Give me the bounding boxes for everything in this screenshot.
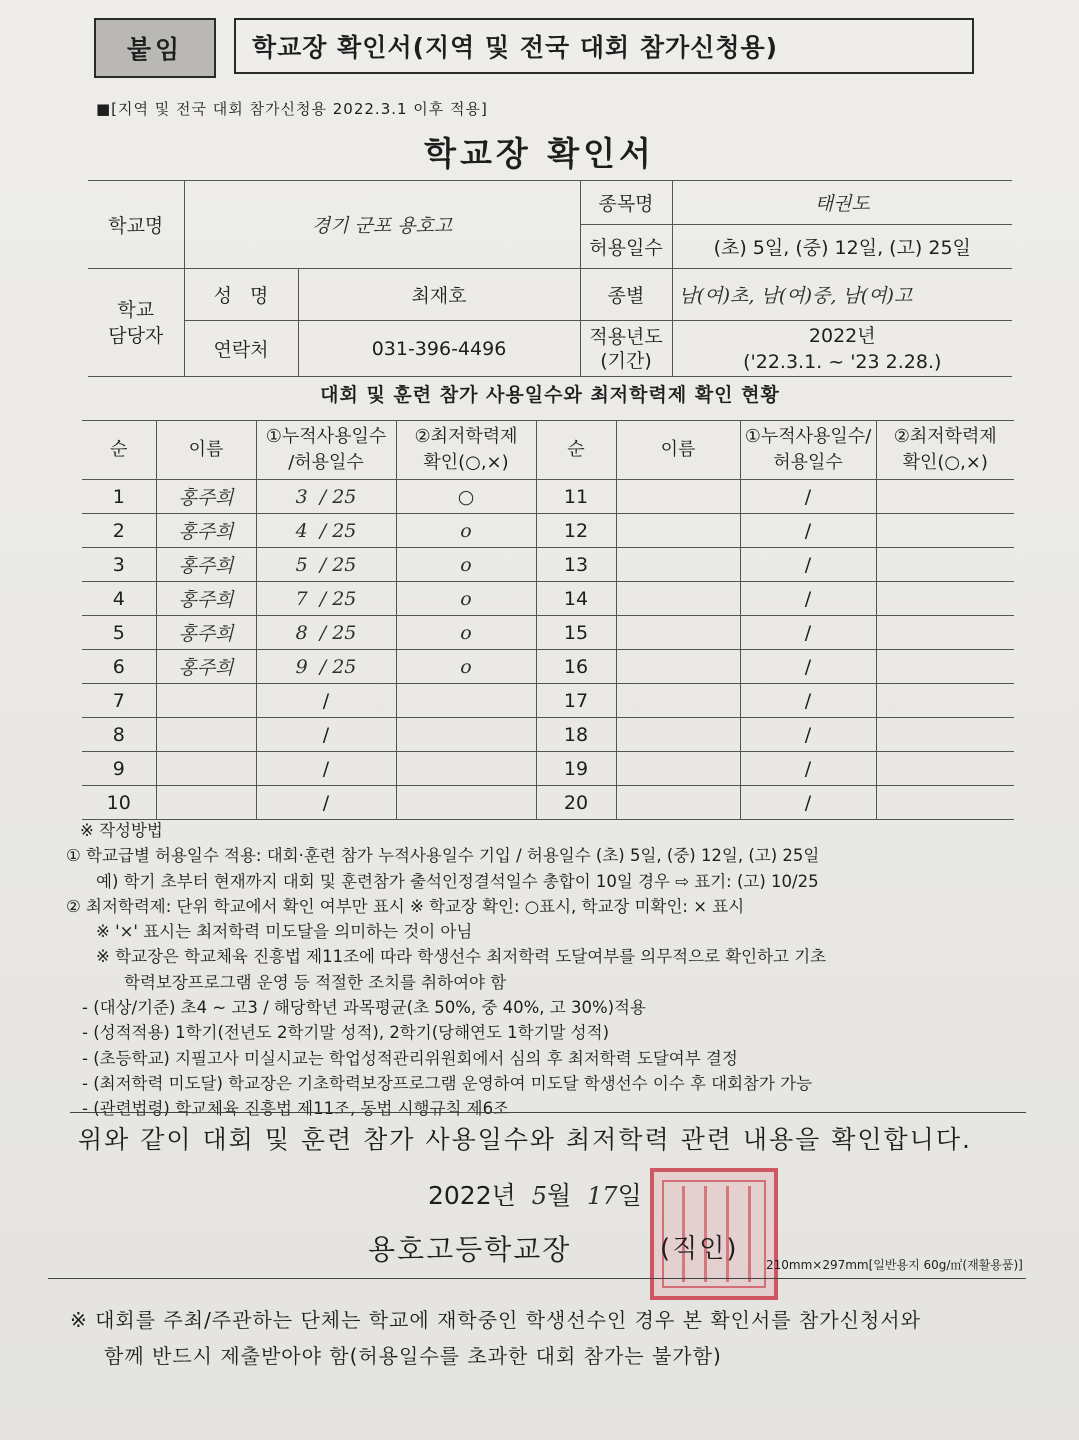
row-no: 6 [82,650,156,684]
header-no-right: 순 [536,421,616,480]
row-check [396,752,536,786]
row-name [616,752,740,786]
row-name [616,480,740,514]
table-row [82,752,1014,786]
row-no: 3 [82,548,156,582]
note-line: 학력보장프로그램 운영 등 적절한 조치를 취하여야 함 [124,972,507,992]
row-check [876,650,1014,684]
row-name [616,514,740,548]
note-line: - (초등학교) 지필고사 미실시교는 학업성적관리위원회에서 심의 후 최저학력 도달여부 결정 [82,1048,738,1068]
row-days: / [256,718,396,752]
row-no: 14 [536,582,616,616]
status-title: 대회 및 훈련 참가 사용일수와 최저학력제 확인 현황 [320,384,780,406]
row-days: / [740,718,876,752]
year-value: 2022년 [808,324,876,347]
school-value: 경기 군포 용호고 [184,181,580,269]
header-check: ②최저학력제 확인(○,×) [396,421,536,480]
row-check [396,684,536,718]
row-check [876,752,1014,786]
row-name [616,684,740,718]
table-row [82,786,1014,820]
header-check-right: ②최저학력제 확인(○,×) [876,421,1014,480]
name-value: 최재호 [298,269,580,321]
table-row [82,684,1014,718]
row-name: 홍주희 [156,514,256,548]
row-check [876,718,1014,752]
row-no: 20 [536,786,616,820]
note-line: ① 학교급별 허용일수 적용: 대회·훈련 참가 누적사용일수 기입 / 허용일수 (초) 5일, (중) 12일, (고) 25일 [66,846,820,866]
row-days: 5 / 25 [256,548,396,582]
event-value: 태권도 [672,181,1012,225]
row-name [156,684,256,718]
seal-label: (직인) [660,1234,739,1264]
row-check [876,684,1014,718]
footer-note [70,1302,1010,1374]
note-line: 예) 학기 초부터 현재까지 대회 및 훈련참가 출석인정결석일수 총합이 10일 경우 ⇨ 표기: (고) 10/25 [96,871,819,891]
note-line: - (관련법령) 학교체육 진흥법 제11조, 동법 시행규칙 제6조 [82,1099,509,1119]
row-name [156,786,256,820]
allowed-days-label: 허용일수 [580,225,672,269]
row-check [876,514,1014,548]
row-days: / [740,752,876,786]
row-check [396,786,536,820]
row-days: / [256,684,396,718]
note-line: ※ 학교장은 학교체육 진흥법 제11조에 따라 학생선수 최저학력 도달여부를 의무적으로 확인하고 기초 [96,947,827,967]
row-name: 홍주희 [156,650,256,684]
document-title: 학교장 확인서 [424,134,655,173]
row-days: 9 / 25 [256,650,396,684]
row-days: / [256,752,396,786]
footer-line: ※ 대회를 주최/주관하는 단체는 학교에 재학중인 학생선수인 경우 본 확인서를 참가신청서와 [70,1308,921,1332]
row-days: 4 / 25 [256,514,396,548]
date-month-unit: 월 [546,1181,572,1210]
row-days: 7 / 25 [256,582,396,616]
table-row [82,548,1014,582]
notes-heading: ※ 작성방법 [80,821,163,840]
row-check [876,786,1014,820]
row-check: o [396,514,536,548]
table-row [82,514,1014,548]
row-check [396,718,536,752]
row-check [876,480,1014,514]
date-month-value: 5 [531,1182,547,1210]
row-no: 18 [536,718,616,752]
date-day-unit: 일 [617,1181,642,1210]
row-no: 8 [82,718,156,752]
participation-table [82,420,1014,820]
principal-title: 용호고등학교장 [368,1233,572,1266]
row-no: 1 [82,480,156,514]
row-no: 5 [82,616,156,650]
row-days: / [740,684,876,718]
divider [70,1112,1026,1113]
row-check [876,616,1014,650]
instructions [66,818,1026,1122]
row-check: ○ [396,480,536,514]
table-row [82,582,1014,616]
confirmation-statement: 위와 같이 대회 및 훈련 참가 사용일수와 최저학력 관련 내용을 확인합니다. [78,1125,972,1154]
table-row [82,718,1014,752]
paper-spec: 210mm×297mm[일반용지 60g/㎡(재활용품)] [766,1258,1023,1272]
row-days: / [740,548,876,582]
school-label: 학교명 [88,181,184,269]
attachment-tag: 붙임 [94,18,216,78]
header-title: 학교장 확인서(지역 및 전국 대회 참가신청용) [234,18,974,74]
name-label: 성 명 [184,269,298,321]
row-name [616,786,740,820]
row-name [616,582,740,616]
manager-label: 학교 담당자 [88,269,184,377]
date-day-value: 17 [587,1182,618,1210]
row-no: 11 [536,480,616,514]
form-usage-note: ■[지역 및 전국 대회 참가신청용 2022.3.1 이후 적용] [96,100,488,118]
row-no: 16 [536,650,616,684]
row-days: / [740,616,876,650]
row-no: 7 [82,684,156,718]
row-no: 15 [536,616,616,650]
row-name [156,752,256,786]
row-name [616,650,740,684]
row-no: 19 [536,752,616,786]
row-days: 3 / 25 [256,480,396,514]
row-name: 홍주희 [156,582,256,616]
allowed-days-value: (초) 5일, (중) 12일, (고) 25일 [672,225,1012,269]
note-line: - (최저학력 미도달) 학교장은 기초학력보장프로그램 운영하여 미도달 학생선수 이수 후 대회참가 가능 [82,1073,813,1093]
row-no: 10 [82,786,156,820]
row-no: 2 [82,514,156,548]
row-days: / [740,514,876,548]
row-no: 9 [82,752,156,786]
row-name [156,718,256,752]
row-check: o [396,650,536,684]
signature-date [428,1176,642,1212]
row-name: 홍주희 [156,616,256,650]
table-row [82,616,1014,650]
info-table [88,180,1012,377]
header-days: ①누적사용일수 /허용일수 [256,421,396,480]
event-label: 종목명 [580,181,672,225]
row-days: / [740,786,876,820]
row-check [876,582,1014,616]
note-line: ※ '×' 표시는 최저학력 미도달을 의미하는 것이 아님 [96,922,473,942]
gender-value: 남(여)초, 남(여)중, 남(여)고 [672,269,1012,321]
date-year: 2022년 [428,1181,516,1210]
row-no: 17 [536,684,616,718]
note-line: ② 최저학력제: 단위 학교에서 확인 여부만 표시 ※ 학교장 확인: ○표시, 학교장 미확인: × 표시 [66,896,745,916]
row-name: 홍주희 [156,480,256,514]
header-name: 이름 [156,421,256,480]
row-check: o [396,616,536,650]
header-days-right: ①누적사용일수/ 허용일수 [740,421,876,480]
note-line: - (성적적용) 1학기(전년도 2학기말 성적), 2학기(당해연도 1학기말 성적) [82,1023,610,1043]
row-days: / [740,480,876,514]
gender-label: 종별 [580,269,672,321]
year-period: ('22.3.1. ~ '23 2.28.) [743,350,942,373]
year-cell [672,321,1012,377]
contact-value: 031-396-4496 [298,321,580,377]
divider [48,1278,1026,1279]
year-label: 적용년도 (기간) [580,321,672,377]
row-no: 12 [536,514,616,548]
table-row [82,480,1014,514]
row-no: 13 [536,548,616,582]
footer-line: 함께 반드시 제출받아야 함(허용일수를 초과한 대회 참가는 불가함) [104,1344,722,1368]
header-no: 순 [82,421,156,480]
contact-label: 연락처 [184,321,298,377]
row-name [616,616,740,650]
row-check [876,548,1014,582]
row-check: o [396,548,536,582]
row-days: 8 / 25 [256,616,396,650]
table-header-row [82,421,1014,480]
table-row [82,650,1014,684]
note-line: - (대상/기준) 초4 ~ 고3 / 해당학년 과목평균(초 50%, 중 40%, 고 30%)적용 [82,998,646,1018]
row-no: 4 [82,582,156,616]
row-days: / [740,582,876,616]
row-days: / [256,786,396,820]
row-name: 홍주희 [156,548,256,582]
header-name-right: 이름 [616,421,740,480]
row-check: o [396,582,536,616]
row-name [616,718,740,752]
row-days: / [740,650,876,684]
row-name [616,548,740,582]
